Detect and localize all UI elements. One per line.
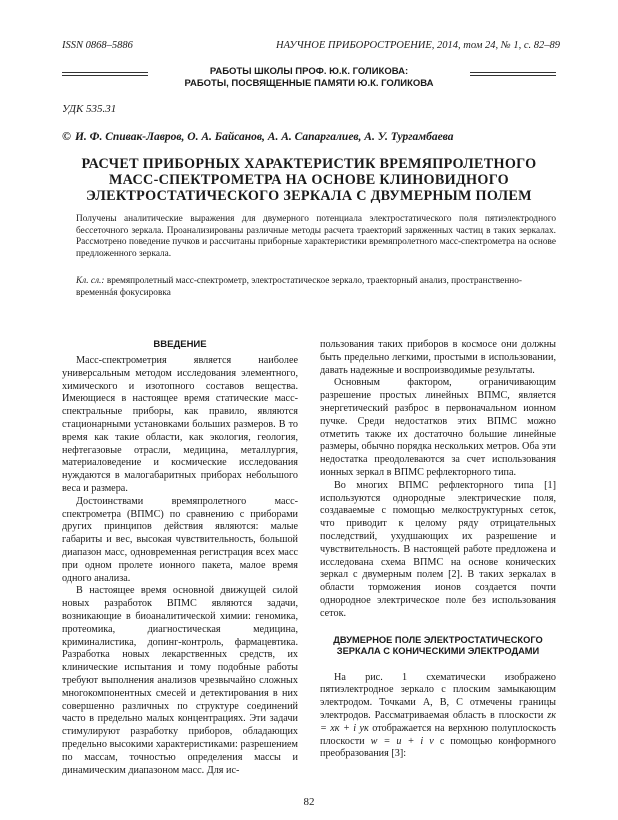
intro-paragraph-5: Основным фактором, ограничивающим разрешение простых линейных ВПМС, является энергетический разброс в первоначальном ионном пучке. Среди недостатков этих ВПМС можно отметить также их достаточно большие линейные размеры, обычно порядка нескольких метров. Оба эти недостатка преодолеваются за счет использования ионных зеркал в ВПМС рефлекторного типа.: [320, 377, 556, 478]
page-number: 82: [303, 796, 315, 808]
copyright-symbol: ©: [62, 129, 71, 143]
keywords-text: времяпролетный масс-спектрометр, электростатическое зеркало, траекторный анализ, пространственно-временнáя фокусировка: [76, 276, 523, 298]
left-column: [62, 355, 298, 777]
section2-text-b: отображается на верхнюю полуплоскость плоскости: [320, 722, 557, 747]
section2-paragraph-1: [320, 672, 556, 762]
keywords: [76, 276, 556, 299]
section2-heading: [320, 635, 556, 658]
title-line3: ЭЛЕКТРОСТАТИЧЕСКОГО ЗЕРКАЛА С ДВУМЕРНЫМ ПОЛЕМ: [86, 188, 532, 204]
article-title: [40, 156, 578, 204]
author-names: И. Ф. Спивак-Лавров, О. А. Байсанов, А. А. Сапаргалиев, А. У. Тургамбаева: [74, 131, 454, 143]
authors: [62, 129, 454, 144]
section2-text-a: На рис. 1 схематически изображено пятиэлектродное зеркало с плоским замыкающим электродом. Точками A, B, C отмечены границы электродов. Рассматриваемая область в плоскости: [320, 671, 556, 721]
school-heading: [0, 66, 618, 90]
udk-code: УДК 535.31: [62, 103, 117, 115]
formula-zk: zк = xк + i yк: [320, 709, 556, 734]
intro-paragraph-6: Во многих ВПМС рефлекторного типа [1] используются однородные электрические поля, создаваемые с помощью мелкоструктурных сеток, что приводит к целому ряду отрицательных последствий, ухудшающих их разрешение и чувствительность. В настоящей работе предложена и исследована схема ВПМС на основе конических зеркал с двумерным полем [2]. В таких зеркалах в области торможения ионов создается почти однородное электрическое поле без использования сеток.: [320, 479, 556, 619]
intro-paragraph-2: Достоинствами времяпролетного масс-спектрометра (ВПМС) по сравнению с приборами других принципов действия являются: малые габариты и вес, высокая чувствительность, большой диапазон масс, одновременная регистрация всех масс при одном пролете ионного пакета, малое время одного анализа.: [62, 495, 298, 584]
title-line2: МАСС-СПЕКТРОМЕТРА НА ОСНОВЕ КЛИНОВИДНОГО: [108, 172, 510, 188]
right-column: [320, 339, 556, 761]
journal-reference: НАУЧНОЕ ПРИБОРОСТРОЕНИЕ, 2014, том 24, № 1, c. 82–89: [276, 40, 560, 51]
intro-paragraph-1: Масс-спектрометрия является наиболее универсальным методом исследования элементного, химического и изотопного составов вещества. Имеющиеся в настоящее время статические масс-спектральные приборы, как правило, являются стационарными установками больших размеров. В то время как такие области, как экология, геология, нефтегазовые отрасли, медицина, металлургия, материаловедение и космические исследования нуждаются в малогабаритных приборах небольшого веса и размера.: [62, 355, 298, 494]
formula-w: w = u + i v: [370, 735, 434, 747]
intro-heading: ВВЕДЕНИЕ: [153, 339, 207, 350]
section2-heading-line1: ДВУМЕРНОЕ ПОЛЕ ЭЛЕКТРОСТАТИЧЕСКОГО: [333, 634, 543, 645]
section2-text-c: с помощью конформного преобразования [3]:: [320, 735, 557, 760]
issn: ISSN 0868–5886: [62, 40, 133, 51]
school-heading-line1: РАБОТЫ ШКОЛЫ ПРОФ. Ю.К. ГОЛИКОВА:: [209, 66, 409, 77]
intro-paragraph-3: В настоящее время основной движущей силой новых разработок ВПМС являются задачи, возникающие в биоаналитической химии: геномика, протеомика, диагностическая медицина, криминалистика, допинг-контроль, фармацевтика. Разработка новых лекарственных средств, их клинические испытания и тому подобные работы требуют выполнения анализов чрезвычайно сложных многокомпонентных смесей и детектирования в них совершенно различных по структуре соединений часто в предельно малых концентрациях. Эти задачи стимулируют разработку приборов, обладающих предельно высокими характеристиками: разрешением по массам, точностью определения массы и динамическим диапазоном масс. Для ис-: [62, 585, 298, 776]
title-line1: РАСЧЕТ ПРИБОРНЫХ ХАРАКТЕРИСТИК ВРЕМЯПРОЛЕТНОГО: [81, 156, 537, 172]
keywords-label: Кл. сл.:: [76, 276, 105, 286]
abstract: Получены аналитические выражения для двумерного потенциала электростатического поля пятиэлектродного бессеточного зеркала. Проанализированы различные методы расчета траекторий заряженных частиц в таких зеркалах. Рассмотрено поведение пучков и рассчитаны приборные характеристики времяпролетного масс-спектрометра на основе предложенного зеркала.: [76, 214, 556, 259]
section2-heading-line2: ЗЕРКАЛА С КОНИЧЕСКИМИ ЭЛЕКТРОДАМИ: [336, 646, 540, 657]
intro-paragraph-4: пользования таких приборов в космосе они должны быть предельно легкими, простыми в использовании, давать надежные и воспроизводимые результаты.: [320, 339, 556, 376]
school-heading-line2: РАБОТЫ, ПОСВЯЩЕННЫЕ ПАМЯТИ Ю.К. ГОЛИКОВА: [184, 78, 434, 89]
